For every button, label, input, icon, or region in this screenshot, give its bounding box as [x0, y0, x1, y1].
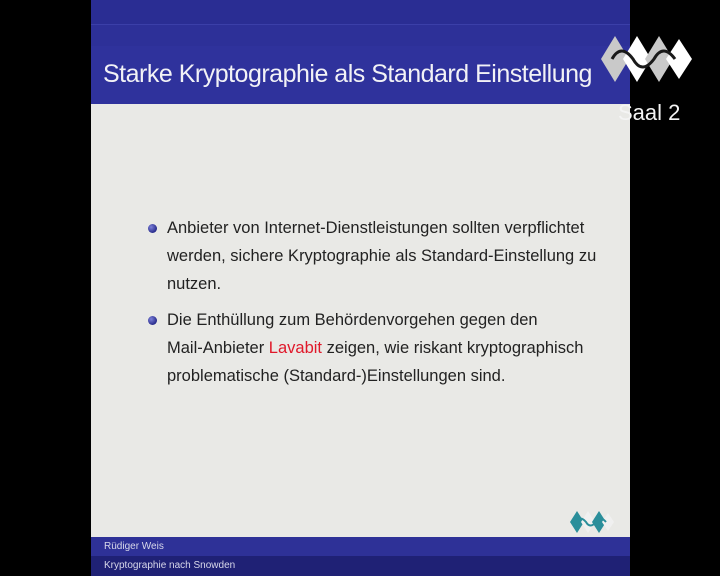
- bullet-line: problematische (Standard-)Einstellungen sind.: [167, 367, 506, 385]
- channel-label: Saal 2: [618, 100, 681, 125]
- bullet-icon: [148, 316, 157, 325]
- slide-content: [147, 214, 617, 398]
- bullet-line: Anbieter von Internet-Dienstleistungen sollten verpflichtet: [167, 219, 585, 237]
- bullet-item: [147, 214, 617, 298]
- bullet-line: [167, 334, 617, 362]
- footer-author-bar: [91, 537, 630, 556]
- slide-title: Starke Kryptographie als Standard Einstellung: [103, 60, 592, 88]
- bullet-text: Mail-Anbieter: [167, 339, 269, 357]
- bullet-line: nutzen.: [167, 275, 222, 293]
- lavabit-highlight: Lavabit: [268, 339, 323, 357]
- ccc-logo-icon: [598, 26, 696, 97]
- footer-title-bar: [91, 556, 630, 576]
- footer-author: Rüdiger Weis: [104, 541, 164, 552]
- header-stripe: [91, 0, 630, 24]
- bullet-item: [147, 306, 617, 390]
- footer-talk-title: Kryptographie nach Snowden: [104, 560, 236, 571]
- presentation-slide: [91, 0, 630, 576]
- bullet-icon: [148, 224, 157, 233]
- bullet-line: Die Enthüllung zum Behördenvorgehen gegen den: [167, 311, 538, 329]
- bullet-text: zeigen, wie riskant kryptographisch: [322, 339, 584, 357]
- header-stripe-secondary: [91, 24, 630, 47]
- bullet-line: werden, sichere Kryptographie als Standard-Einstellung zu: [167, 247, 597, 265]
